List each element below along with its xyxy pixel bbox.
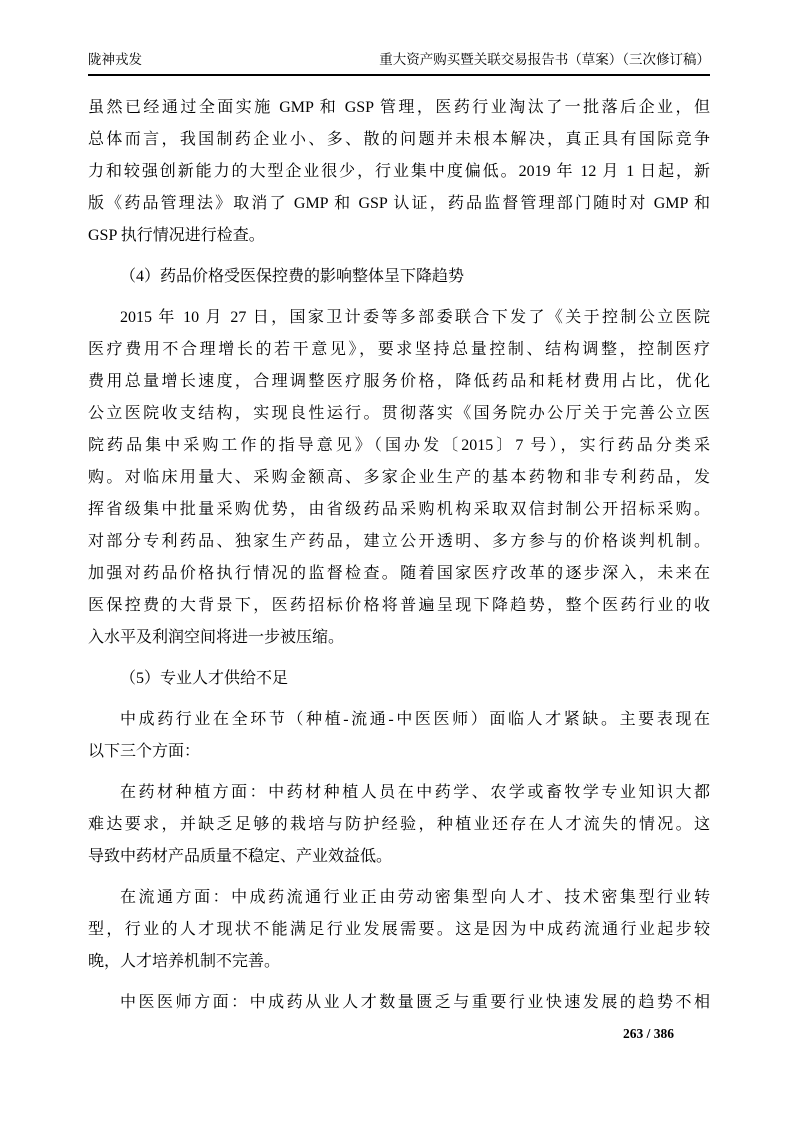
document-body bbox=[88, 92, 710, 1028]
text-line: 院药品集中采购工作的指导意见》（国办发〔2015〕7 号），实行药品分类采 bbox=[88, 437, 710, 454]
text-line: 医保控费的大背景下，医药招标价格将普遍呈现下降趋势，整个医药行业的收 bbox=[88, 597, 710, 614]
paragraph bbox=[88, 302, 710, 654]
text-line: 对部分专利药品、独家生产药品，建立公开透明、多方参与的价格谈判机制。 bbox=[88, 533, 710, 550]
paragraph bbox=[88, 987, 710, 1019]
text-line: 虽然已经通过全面实施 GMP 和 GSP 管理，医药行业淘汰了一批落后企业，但 bbox=[88, 99, 710, 116]
text-line: 导致中药材产品质量不稳定、产业效益低。 bbox=[88, 848, 393, 865]
text-line: 版《药品管理法》取消了 GMP 和 GSP 认证，药品监督管理部门随时对 GMP 和 bbox=[88, 195, 710, 212]
text-line: 医疗费用不合理增长的若干意见》，要求坚持总量控制、结构调整，控制医疗 bbox=[88, 341, 710, 358]
paragraph bbox=[88, 777, 710, 873]
text-line: 中成药行业在全环节（种植-流通-中医医师）面临人才紧缺。主要表现在 bbox=[120, 711, 710, 728]
text-line: 难达要求，并缺乏足够的栽培与防护经验，种植业还存在人才流失的情况。这 bbox=[88, 816, 710, 833]
section-heading: （4）药品价格受医保控费的影响整体呈下降趋势 bbox=[120, 268, 465, 285]
text-line: GSP 执行情况进行检查。 bbox=[88, 227, 265, 244]
page-number: 263 / 386 bbox=[622, 1026, 674, 1041]
text-line: 公立医院收支结构，实现良性运行。贯彻落实《国务院办公厅关于完善公立医 bbox=[88, 405, 710, 422]
text-line: 中医医师方面：中成药从业人才数量匮乏与重要行业快速发展的趋势不相 bbox=[120, 994, 710, 1011]
text-line: 以下三个方面： bbox=[88, 743, 201, 760]
paragraph bbox=[88, 704, 710, 768]
text-line: 挥省级集中批量采购优势，由省级药品采购机构采取双信封制公开招标采购。 bbox=[88, 501, 710, 518]
text-line: 费用总量增长速度，合理调整医疗服务价格，降低药品和耗材费用占比，优化 bbox=[88, 373, 710, 390]
text-line: 在流通方面：中成药流通行业正由劳动密集型向人才、技术密集型行业转 bbox=[120, 889, 710, 906]
text-line: 总体而言，我国制药企业小、多、散的问题并未根本解决，真正具有国际竞争 bbox=[88, 131, 710, 148]
paragraph bbox=[88, 882, 710, 978]
header-report-title: 重大资产购买暨关联交易报告书（草案）（三次修订稿） bbox=[379, 52, 710, 67]
text-line: 加强对药品价格执行情况的监督检查。随着国家医疗改革的逐步深入，未来在 bbox=[88, 565, 710, 582]
text-line: 型，行业的人才现状不能满足行业发展需要。这是因为中成药流通行业起步较 bbox=[88, 921, 710, 938]
header-company-name: 陇神戎发 bbox=[88, 52, 142, 67]
text-line: 晚，人才培养机制不完善。 bbox=[88, 953, 281, 970]
text-line: 入水平及利润空间将进一步被压缩。 bbox=[88, 629, 345, 646]
text-line: 在药材种植方面：中药材种植人员在中药学、农学或畜牧学专业知识大都 bbox=[120, 784, 710, 801]
paragraph bbox=[88, 92, 710, 252]
page-header bbox=[88, 53, 710, 76]
text-line: 购。对临床用量大、采购金额高、多家企业生产的基本药物和非专利药品，发 bbox=[88, 469, 710, 486]
text-line: 力和较强创新能力的大型企业很少，行业集中度偏低。2019 年 12 月 1 日起，新 bbox=[88, 163, 710, 180]
section-heading: （5）专业人才供给不足 bbox=[120, 670, 289, 687]
text-line: 2015 年 10 月 27 日，国家卫计委等多部委联合下发了《关于控制公立医院 bbox=[120, 309, 710, 326]
